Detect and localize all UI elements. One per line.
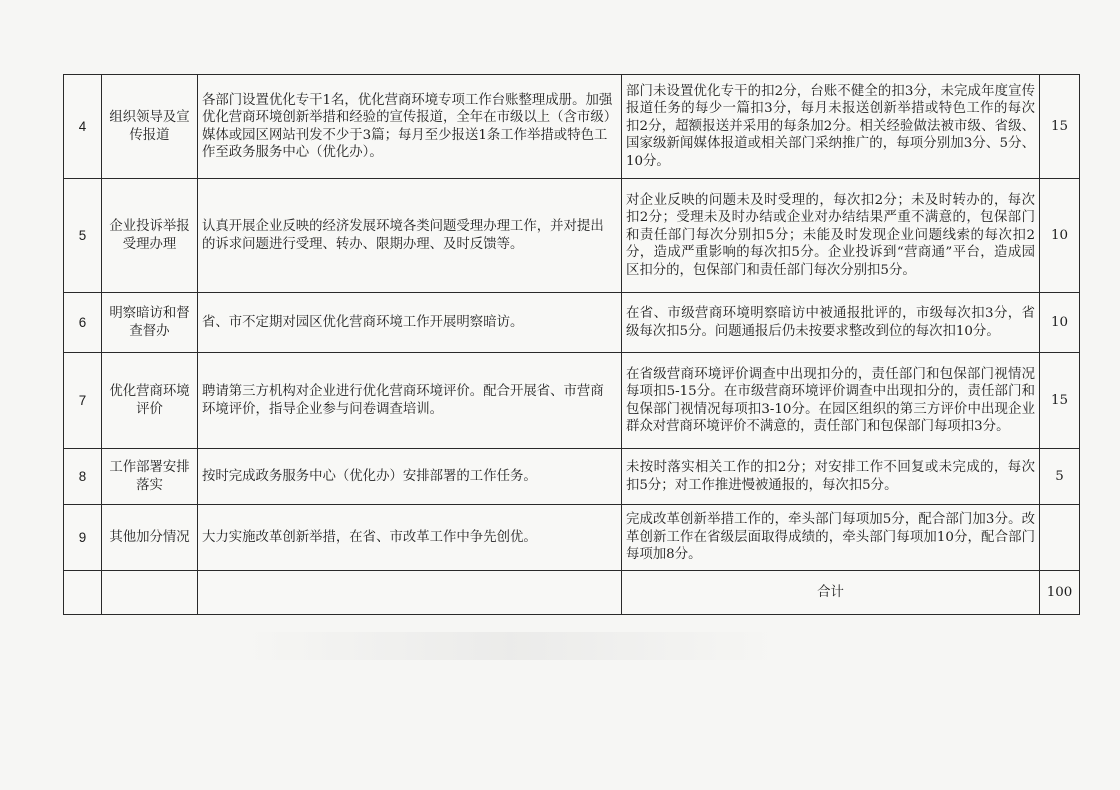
table-row [64,353,1080,449]
total-label: 合计 [622,571,1040,615]
scoring-rule: 未按时落实相关工作的扣2分；对安排工作不回复或未完成的，每次扣5分；对工作推进慢被通报的，每次扣5分。 [622,449,1040,505]
table-row [64,293,1080,353]
item-score: 10 [1040,293,1080,353]
table-row [64,75,1080,179]
item-name: 明察暗访和督查督办 [102,293,198,353]
row-number: 7 [64,353,102,449]
empty-cell [102,571,198,615]
item-name: 优化营商环境评价 [102,353,198,449]
row-number: 8 [64,449,102,505]
item-name: 其他加分情况 [102,505,198,571]
item-name: 企业投诉举报受理办理 [102,179,198,293]
item-content: 认真开展企业反映的经济发展环境各类问题受理办理工作，并对提出的诉求问题进行受理、转办、限期办理、及时反馈等。 [198,179,622,293]
item-score [1040,505,1080,571]
item-name: 组织领导及宣传报道 [102,75,198,179]
item-content: 按时完成政务服务中心（优化办）安排部署的工作任务。 [198,449,622,505]
item-content: 大力实施改革创新举措，在省、市改革工作中争先创优。 [198,505,622,571]
scoring-rule: 完成改革创新举措工作的，牵头部门每项加5分，配合部门加3分。改革创新工作在省级层面取得成绩的，牵头部门每项加10分，配合部门每项加8分。 [622,505,1040,571]
item-content: 省、市不定期对园区优化营商环境工作开展明察暗访。 [198,293,622,353]
scoring-rule: 在省级营商环境评价调查中出现扣分的，责任部门和包保部门视情况每项扣5-15分。在市级营商环境评价调查中出现扣分的，责任部门和包保部门视情况每项扣3-10分。在园区组织的第三方评价中出现企业群众对营商环境评价不满意的，责任部门和包保部门每项扣3分。 [622,353,1040,449]
total-score: 100 [1040,571,1080,615]
total-row [64,571,1080,615]
assessment-table [63,74,1080,615]
table-row [64,179,1080,293]
item-score: 15 [1040,75,1080,179]
item-score: 5 [1040,449,1080,505]
item-content: 各部门设置优化专干1名，优化营商环境专项工作台账整理成册。加强优化营商环境创新举措和经验的宣传报道，全年在市级以上（含市级）媒体或园区网站刊发不少于3篇；每月至少报送1条工作举措或特色工作至政务服务中心（优化办）。 [198,75,622,179]
scoring-rule: 在省、市级营商环境明察暗访中被通报批评的，市级每次扣3分，省级每次扣5分。问题通报后仍未按要求整改到位的每次扣10分。 [622,293,1040,353]
table-row [64,449,1080,505]
row-number: 9 [64,505,102,571]
scan-smudge [240,632,780,660]
row-number: 5 [64,179,102,293]
item-content: 聘请第三方机构对企业进行优化营商环境评价。配合开展省、市营商环境评价，指导企业参与问卷调查培训。 [198,353,622,449]
item-name: 工作部署安排落实 [102,449,198,505]
scoring-rule: 部门未设置优化专干的扣2分，台账不健全的扣3分，未完成年度宣传报道任务的每少一篇扣3分，每月未报送创新举措或特色工作的每次扣2分，超额报送并采用的每条加2分。相关经验做法被市级、省级、国家级新闻媒体报道或相关部门采纳推广的，每项分别加3分、5分、10分。 [622,75,1040,179]
empty-cell [198,571,622,615]
table-row [64,505,1080,571]
item-score: 10 [1040,179,1080,293]
row-number: 6 [64,293,102,353]
empty-cell [64,571,102,615]
row-number: 4 [64,75,102,179]
scoring-rule: 对企业反映的问题未及时受理的，每次扣2分；未及时转办的，每次扣2分；受理未及时办结或企业对办结结果严重不满意的，包保部门和责任部门每次分别扣5分；未能及时发现企业问题线索的每次扣2分，造成严重影响的每次扣5分。企业投诉到“营商通”平台，造成园区扣分的，包保部门和责任部门每次分别扣5分。 [622,179,1040,293]
item-score: 15 [1040,353,1080,449]
